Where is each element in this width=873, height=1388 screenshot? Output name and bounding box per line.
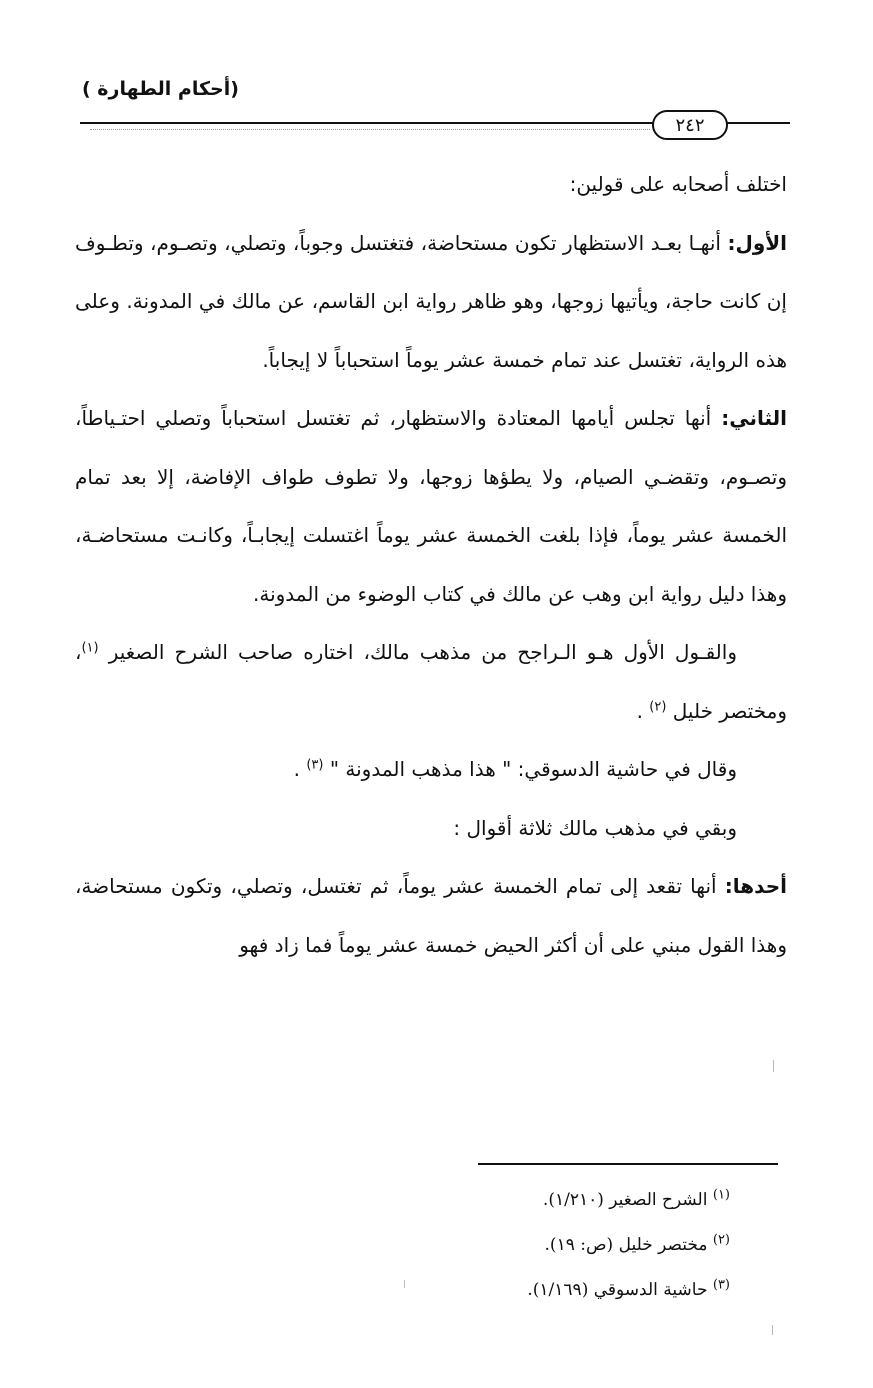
footnote-item — [300, 1268, 730, 1313]
first-remaining-text: أنها تقعد إلى تمام الخمسة عشر يوماً، ثم تغتسل، وتصلي، وتكون مستحاضة، وهذا القول مبني على أن أكثر الحيض خمسة عشر يوماً فما زاد فهو — [75, 874, 787, 957]
footnote-text: مختصر خليل (ص: ١٩). — [544, 1235, 708, 1255]
first-opinion-label: الأول: — [727, 230, 787, 255]
paragraph-second-opinion — [75, 389, 787, 623]
header-dotted-line — [90, 129, 650, 130]
preferred-opinion-text-c: . — [636, 698, 650, 723]
second-opinion-text: أنها تجلس أيامها المعتادة والاستظهار، ثم تغتسل استحباباً وتصلي احتـياطاً، وتصـوم، وتقضـي الصيام، ولا يطؤها زوجها، ولا تطوف طواف الإفاضة، إلا بعد تمام الخمسة عشر يوماً، فإذا بلغت الخمسة عشر يوماً اغتسلت إيجابـاً، وكانـت مستحاضـة، وهذا دليل رواية ابن وهب عن مالك في كتاب الوضوء من المدونة. — [75, 406, 787, 606]
second-opinion-label: الثاني: — [721, 406, 787, 430]
running-title: (أحكام الطهارة ) — [82, 78, 239, 100]
paragraph-preferred-opinion — [75, 623, 787, 740]
first-remaining-label: أحدها: — [724, 874, 787, 898]
footnote-marker: (٣) — [712, 1277, 730, 1293]
dasuqi-quote-end: . — [293, 757, 307, 781]
footnote-ref-3: (٣) — [306, 757, 324, 773]
page-number — [652, 110, 728, 140]
paragraph-first-opinion — [75, 214, 787, 390]
footnote-ref-1: (١) — [81, 640, 99, 656]
paragraph-first-remaining — [75, 857, 787, 974]
scan-speck — [404, 1280, 405, 1288]
intro-text: اختلف أصحابه على قولين: — [569, 172, 787, 196]
footnote-marker: (١) — [712, 1187, 730, 1203]
paragraph-dasuqi-quote — [75, 740, 787, 799]
preferred-opinion-text-b: ، ومختصر خليل — [75, 640, 787, 723]
paragraph-intro — [75, 155, 787, 214]
paragraph-remaining-opinions — [75, 799, 787, 858]
page-number-text: ٢٤٢ — [675, 114, 705, 136]
scan-speck — [773, 1060, 774, 1072]
footnote-item — [300, 1178, 730, 1223]
footnotes — [300, 1178, 730, 1313]
footnote-text: حاشية الدسوقي (١/١٦٩). — [527, 1280, 708, 1300]
preferred-opinion-text-a: والقـول الأول هـو الـراجح من مذهب مالك، اختاره صاحب الشرح الصغير — [98, 640, 737, 664]
remaining-opinions-text: وبقي في مذهب مالك ثلاثة أقوال : — [453, 815, 737, 840]
footnote-ref-2: (٢) — [649, 698, 667, 714]
dasuqi-quote-text: وقال في حاشية الدسوقي: " هذا مذهب المدونة " — [323, 757, 737, 781]
footnote-text: الشرح الصغير (١/٢١٠). — [542, 1190, 708, 1210]
main-text — [75, 155, 787, 974]
scan-speck — [772, 1325, 773, 1335]
footnote-item — [300, 1223, 730, 1268]
footnote-marker: (٢) — [712, 1232, 730, 1248]
footnote-separator — [478, 1163, 778, 1165]
first-opinion-text: أنهـا بعـد الاستظهار تكون مستحاضة، فتغتسل وجوباً، وتصلي، وتصـوم، وتطـوف إن كانت حاجة، ويأتيها زوجها، وهو ظاهر رواية ابن القاسم، عن مالك في المدونة. وعلى هذه الرواية، تغتسل عند تمام خمسة عشر يوماً استحباباً لا إيجاباً. — [75, 230, 787, 372]
